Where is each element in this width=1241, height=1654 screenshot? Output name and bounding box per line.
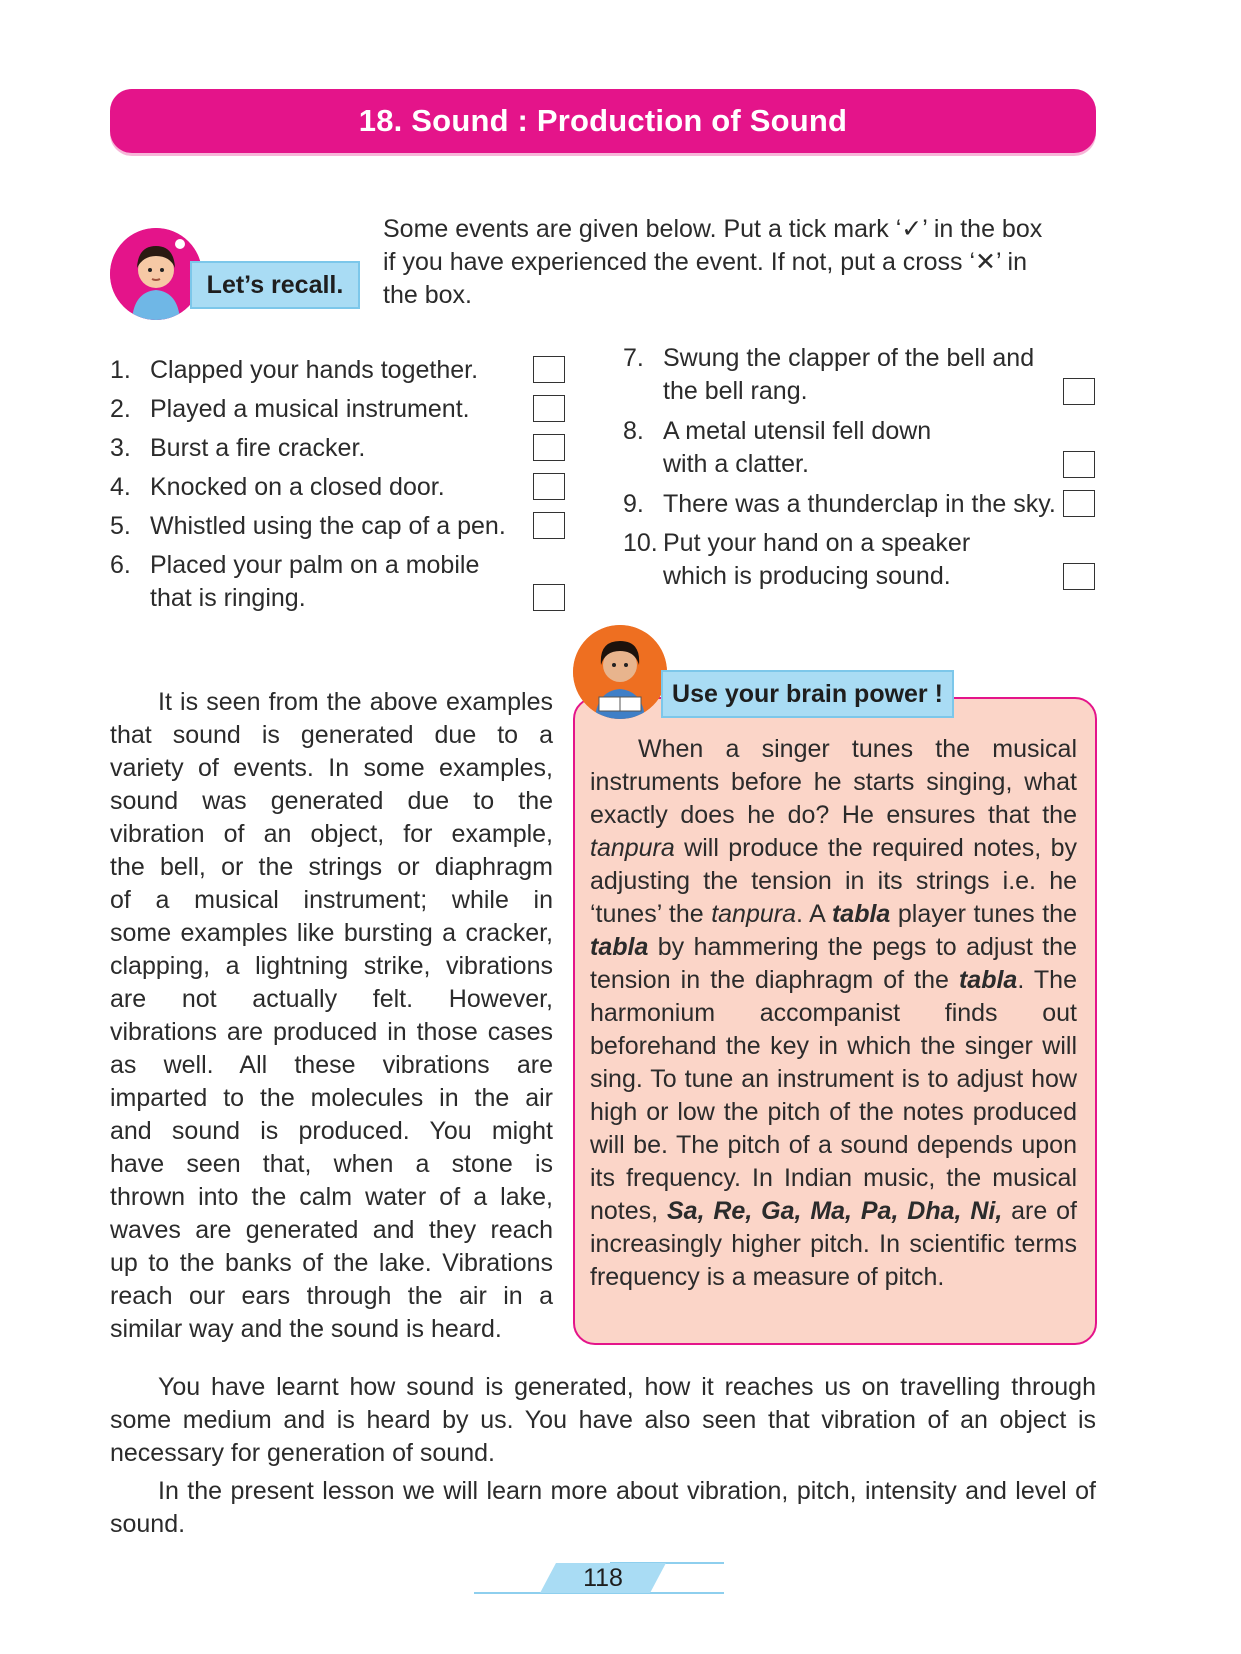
- paragraph-line: some examples like bursting a cracker,: [110, 919, 553, 947]
- answer-checkbox[interactable]: [1063, 451, 1095, 478]
- lesson-intro-paragraph: In the present lesson we will learn more about vibration, pitch, intensity and level of sound.: [110, 1477, 1096, 1538]
- paragraph-line: up to the banks of the lake. Vibrations: [110, 1249, 553, 1277]
- paragraph-line: vibrations are produced in those cases: [110, 1018, 553, 1046]
- brain-power-badge: Use your brain power !: [661, 670, 954, 718]
- paragraph-line: as well. All these vibrations are: [110, 1051, 553, 1079]
- instruction-line: Some events are given below. Put a tick mark ‘✓’ in the box: [383, 215, 1043, 243]
- answer-checkbox[interactable]: [1063, 490, 1095, 517]
- paragraph-line: vibration of an object, for example,: [110, 820, 553, 848]
- instruction-line: the box.: [383, 281, 472, 309]
- paragraph-line: similar way and the sound is heard.: [110, 1315, 502, 1343]
- answer-checkbox[interactable]: [533, 395, 565, 422]
- answer-checkbox[interactable]: [533, 356, 565, 383]
- thinking-girl-icon: [110, 228, 202, 320]
- paragraph-line: reach our ears through the air in a: [110, 1282, 553, 1310]
- answer-checkbox[interactable]: [533, 434, 565, 461]
- paragraph-line: thrown into the calm water of a lake,: [110, 1183, 553, 1211]
- chapter-title: 18. Sound : Production of Sound: [358, 103, 848, 138]
- answer-checkbox[interactable]: [533, 584, 565, 611]
- paragraph-line: clapping, a lightning strike, vibrations: [110, 952, 553, 980]
- paragraph-line: that sound is generated due to a: [110, 721, 553, 749]
- page-number: 118: [583, 1563, 623, 1592]
- reading-girl-icon: [573, 625, 667, 719]
- paragraph-line: It is seen from the above examples: [158, 688, 553, 716]
- answer-checkbox[interactable]: [533, 512, 565, 539]
- paragraph-line: variety of events. In some examples,: [110, 754, 553, 782]
- left-paragraph: [110, 686, 553, 1346]
- paragraph-line: of a musical instrument; while in: [110, 886, 553, 914]
- instruction-line: if you have experienced the event. If not, put a cross ‘✕’ in: [383, 248, 1027, 276]
- answer-checkbox[interactable]: [533, 473, 565, 500]
- chapter-title-banner: [110, 89, 1096, 153]
- paragraph-line: imparted to the molecules in the air: [110, 1084, 553, 1112]
- recall-instructions: [383, 213, 1096, 312]
- summary-paragraph: You have learnt how sound is generated, how it reaches us on travelling through some medium and is heard by us. You have also seen that vibration of an object is necessary for generation of sound.: [110, 1373, 1096, 1467]
- paragraph-line: sound was generated due to the: [110, 787, 553, 815]
- paragraph-line: are not actually felt. However,: [110, 985, 553, 1013]
- paragraph-line: and sound is produced. You might: [110, 1117, 553, 1145]
- paragraph-line: have seen that, when a stone is: [110, 1150, 553, 1178]
- brain-power-text: When a singer tunes the musical instruments before he starts singing, what exactly does he do? He ensures that the tanpura will produce the required notes, by adjusting the tension in its strings i.e. he ‘tunes’ the tanpura. A tabla player tunes the tabla by hammering the pegs to adjust the tension in the diaphragm of the tabla. The harmonium accompanist finds out beforehand the key in which the singer will sing. To tune an instrument is to adjust how high or low the pitch of the notes produced will be. The pitch of a sound depends upon its frequency. In Indian music, the musical notes, Sa, Re, Ga, Ma, Pa, Dha, Ni, are of increasingly higher pitch. In scientific terms frequency is a measure of pitch.: [590, 735, 1077, 1291]
- answer-checkbox[interactable]: [1063, 378, 1095, 405]
- paragraph-line: waves are generated and they reach: [110, 1216, 553, 1244]
- answer-checkbox[interactable]: [1063, 563, 1095, 590]
- paragraph-line: the bell, or the strings or diaphragm: [110, 853, 553, 881]
- lets-recall-badge: Let’s recall.: [190, 261, 360, 309]
